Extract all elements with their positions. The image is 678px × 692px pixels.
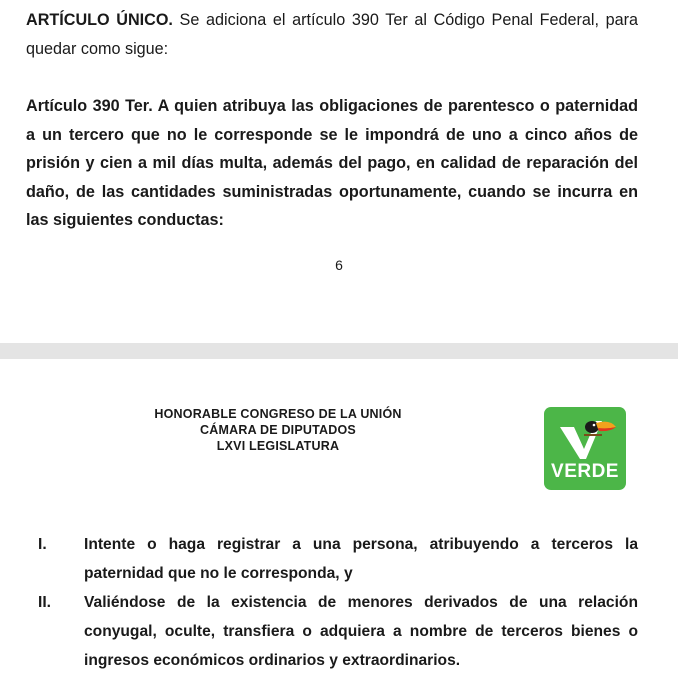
article-390-label: Artículo 390 Ter. xyxy=(26,97,153,115)
article-unique-label: ARTÍCULO ÚNICO. xyxy=(26,11,173,29)
congress-header xyxy=(128,406,428,454)
article-390-text: A quien atribuya las obligaciones de parentesco o paternidad a un tercero que no le corresponde se le impondrá de uno a cinco años de prisión y cien a mil días multa, además del pago, en calidad de reparación del daño, de las cantidades suministradas oportunamente, cuando se incurra en las siguientes conductas: xyxy=(26,97,638,229)
conduct-list xyxy=(38,530,638,675)
header-line-legislature: LXVI LEGISLATURA xyxy=(216,439,340,453)
list-item xyxy=(38,588,638,675)
logo-word: VERDE xyxy=(551,461,619,482)
article-390-ter-paragraph xyxy=(26,92,638,235)
list-item-number: II. xyxy=(38,594,51,611)
article-unique-paragraph xyxy=(26,6,638,63)
page-number: 6 xyxy=(335,257,343,273)
list-item-text: Valiéndose de la existencia de menores derivados de una relación conyugal, oculte, transfiera o adquiera a nombre de terceros bienes o ingresos económicos ordinarios y extraordinarios. xyxy=(84,594,638,669)
list-item-number: I. xyxy=(38,536,47,553)
verde-party-logo xyxy=(544,407,626,490)
list-item xyxy=(38,530,638,588)
article-unique-text: Se adiciona el artículo 390 Ter al Código Penal Federal, para quedar como sigue: xyxy=(26,11,638,58)
page-separator xyxy=(0,343,678,359)
list-item-text: Intente o haga registrar a una persona, atribuyendo a terceros la paternidad que no le corresponda, y xyxy=(84,536,638,582)
header-line-chamber: CÁMARA DE DIPUTADOS xyxy=(200,423,356,437)
header-line-congress: HONORABLE CONGRESO DE LA UNIÓN xyxy=(154,407,402,421)
